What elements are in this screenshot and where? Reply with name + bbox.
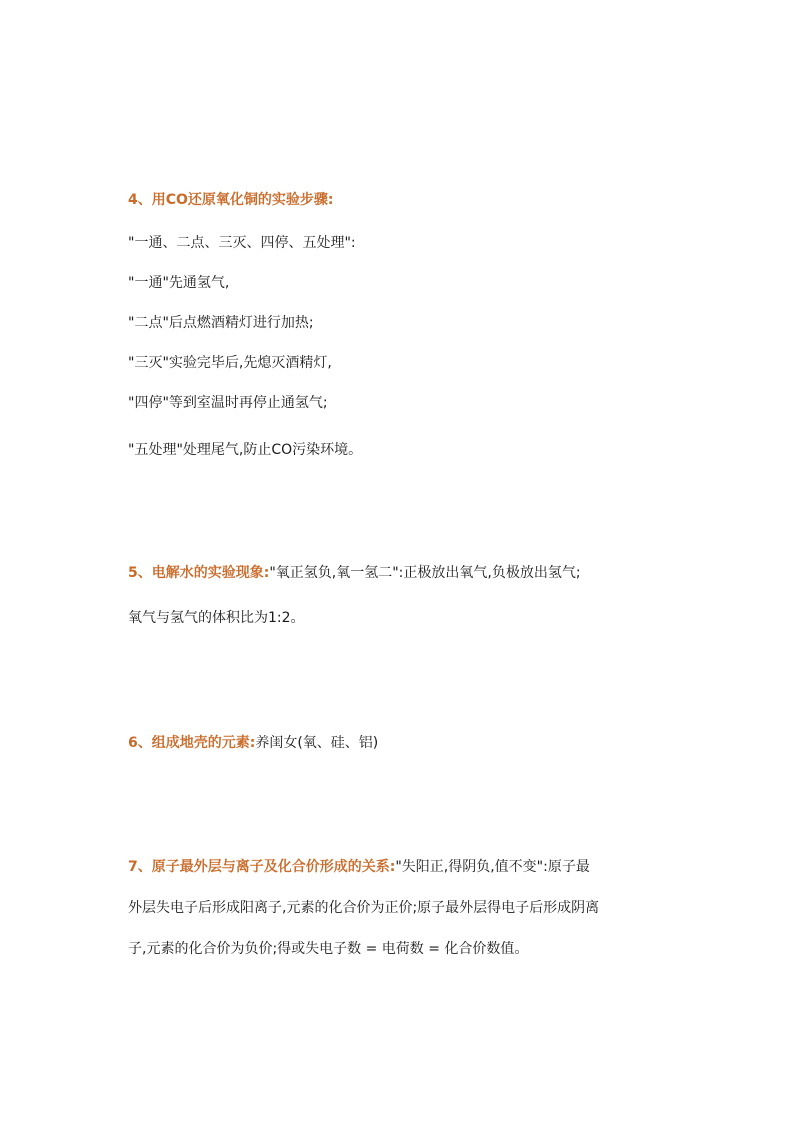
section-4-line-1: "一通、二点、三灭、四停、五处理": <box>128 235 356 251</box>
section-4-line-2: "一通"先通氢气, <box>128 275 230 291</box>
section-5-heading: 5、电解水的实验现象: <box>128 565 270 581</box>
section-6-heading: 6、组成地壳的元素: <box>128 735 256 751</box>
section-7-line-3: 子,元素的化合价为负价;得或失电子数 = 电荷数 = 化合价数值。 <box>128 941 529 957</box>
section-4-line-3: "二点"后点燃酒精灯进行加热; <box>128 315 314 331</box>
section-7-text: "失阳正,得阴负,值不变":原子最 <box>395 859 590 875</box>
section-4-line-6: "五处理"处理尾气,防止CO污染环境。 <box>128 442 363 458</box>
section-4-line-5: "四停"等到室温时再停止通氢气; <box>128 395 328 411</box>
section-5-text: "氧正氢负,氧一氢二":正极放出氧气,负极放出氢气; <box>269 565 581 581</box>
section-7-line-1 <box>128 857 590 877</box>
section-7-line-2: 外层失电子后形成阳离子,元素的化合价为正价;原子最外层得电子后形成阴离 <box>128 900 600 916</box>
section-5-line-1 <box>128 563 581 583</box>
section-4-line-4: "三灭"实验完毕后,先熄灭酒精灯, <box>128 355 332 371</box>
section-7-heading: 7、原子最外层与离子及化合价形成的关系: <box>128 859 396 875</box>
section-5-line-2: 氧气与氢气的体积比为1:2。 <box>128 610 305 626</box>
section-4-heading: 4、用CO还原氧化铜的实验步骤: <box>128 192 334 208</box>
section-6-text: 养闺女(氧、硅、铝) <box>255 735 379 751</box>
section-6-line-1 <box>128 733 378 753</box>
